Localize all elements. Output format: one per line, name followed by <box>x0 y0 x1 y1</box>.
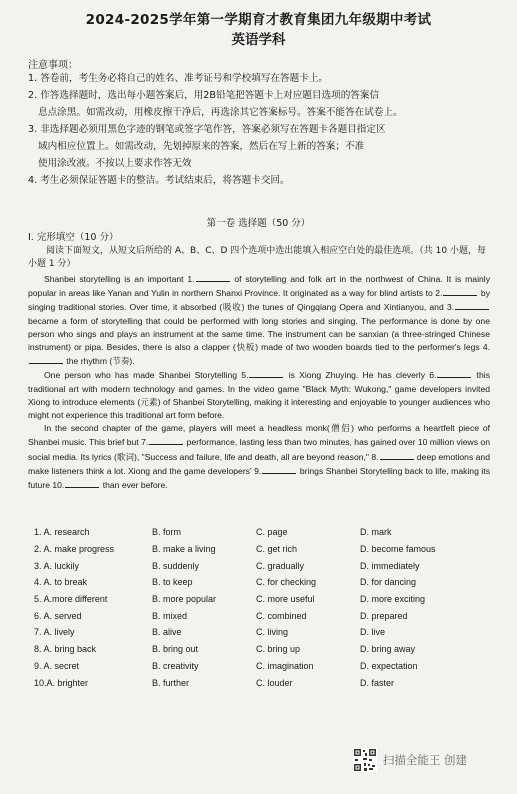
option-a: 5. A.more different <box>34 594 108 605</box>
option-d: D. bring away <box>360 644 416 655</box>
passage-text: deep emotions and make listeners think a lot. Xiong and the game developers' 9. <box>28 451 490 476</box>
option-row <box>34 658 494 675</box>
paragraph-2 <box>28 368 490 422</box>
instruction-text: 阅读下面短文，从短文后所给的 A、B、C、D 四个选项中选出能填入相应空白处的最佳选项。（共 10 小题，每小题 1 分） <box>28 246 486 269</box>
blank-2 <box>443 286 477 296</box>
option-a: 7. A. lively <box>34 627 75 638</box>
option-a: 4. A. to break <box>34 577 88 588</box>
watermark-text: 扫描全能王 创建 <box>382 753 467 767</box>
option-c: C. gradually <box>256 560 305 571</box>
blank-5 <box>249 368 283 378</box>
option-b: B. bring out <box>152 644 199 655</box>
note-line: 息点涂黑。如需改动，用橡皮擦干净后，再选涂其它答案标号。答案不能答在试卷上。 <box>38 107 403 118</box>
blank-3 <box>455 300 489 310</box>
option-c: C. bring up <box>256 644 301 655</box>
note-line: 4. 考生必须保证答题卡的整洁。考试结束后，将答题卡交回。 <box>28 175 290 186</box>
option-d: D. expectation <box>360 660 418 671</box>
option-a: 1. A. research <box>34 527 90 538</box>
qr-code-icon <box>353 748 377 772</box>
part-title: I. 完形填空（10 分） <box>28 232 119 243</box>
paragraph-1 <box>28 272 490 368</box>
option-b: B. more popular <box>152 594 217 605</box>
option-c: C. imagination <box>256 660 314 671</box>
note-item-2 <box>28 87 490 121</box>
blank-4 <box>29 354 63 364</box>
option-row <box>34 541 494 558</box>
option-d: D. prepared <box>360 610 408 621</box>
scanner-watermark <box>353 748 467 772</box>
blank-9 <box>262 464 296 474</box>
option-d: D. faster <box>360 677 395 688</box>
passage-text: than ever before. <box>100 480 168 491</box>
option-d: D. immediately <box>360 560 420 571</box>
option-d: D. live <box>360 627 386 638</box>
blank-7 <box>149 435 183 445</box>
note-line: 1. 答卷前，考生务必将自己的姓名、准考证号和学校填写在答题卡上。 <box>28 73 329 84</box>
option-b: B. creativity <box>152 660 199 671</box>
passage-text: brings Shanbei Storytelling back to life, making its future 10. <box>28 465 490 491</box>
option-b: B. make a living <box>152 544 216 555</box>
option-row <box>34 524 494 541</box>
blank-1 <box>196 272 230 282</box>
option-d: D. become famous <box>360 544 436 555</box>
blank-10 <box>65 478 99 488</box>
passage-text: One person who has made Shanbei Storytelling 5. <box>44 370 249 381</box>
option-c: C. louder <box>256 677 293 688</box>
option-b: B. alive <box>152 627 182 638</box>
option-b: B. further <box>152 677 190 688</box>
option-c: C. living <box>256 627 289 638</box>
option-b: B. mixed <box>152 610 188 621</box>
option-c: C. get rich <box>256 544 298 555</box>
cloze-passage <box>28 272 490 492</box>
subject-title: 英语学科 <box>231 32 286 48</box>
note-line: 使用涂改液。不按以上要求作答无效 <box>38 158 192 169</box>
option-row <box>34 574 494 591</box>
passage-text: the rhythm (节奏). <box>64 356 135 367</box>
option-row <box>34 591 494 608</box>
option-c: C. for checking <box>256 577 317 588</box>
passage-text: In the second chapter of the game, players will meet a headless monk(僧侣) who performs a heartfelt piece of Shanbei music. This brief but 7. <box>28 423 490 448</box>
section-heading: 第一卷 选择题（50 分） <box>206 218 311 229</box>
option-a: 6. A. served <box>34 610 82 621</box>
note-item-3 <box>28 121 490 172</box>
blank-6 <box>437 368 471 378</box>
option-row <box>34 674 494 691</box>
passage-text: is Xiong Zhuying. He has cleverly 6. <box>284 370 437 381</box>
passage-text: by singing traditional stories. Over time, it absorbed (吸收) the tunes of Qingqiang Opera and Xintianyou, and 3. <box>28 288 490 313</box>
note-line: 3. 非选择题必须用黑色字迹的钢笔或签字笔作答，答案必须写在答题卡各题目指定区 <box>28 124 386 135</box>
option-row <box>34 607 494 624</box>
notes-heading: 注意事项： <box>28 60 78 71</box>
note-item-4 <box>28 172 490 189</box>
option-b: B. to keep <box>152 577 193 588</box>
option-d: D. mark <box>360 527 392 538</box>
note-line: 2. 作答选择题时，选出每小题答案后，用2B铅笔把答题卡上对应题目选项的答案信 <box>28 90 380 101</box>
option-a: 2. A. make progress <box>34 544 115 555</box>
option-c: C. page <box>256 527 288 538</box>
option-c: C. more useful <box>256 594 315 605</box>
option-a: 10.A. brighter <box>34 677 89 688</box>
option-b: B. form <box>152 527 182 538</box>
passage-text: of storytelling and folk art in the northwest of China. It is mainly popular in areas like Yanan and Yulin in northern Shanxi Province. It originated as a way for blind artists to 2. <box>28 274 490 299</box>
option-a: 3. A. luckily <box>34 560 80 571</box>
option-row <box>34 641 494 658</box>
blank-8 <box>380 450 414 460</box>
paragraph-3 <box>28 422 490 492</box>
option-a: 8. A. bring back <box>34 644 97 655</box>
option-a: 9. A. secret <box>34 660 80 671</box>
options-list <box>34 524 494 691</box>
option-row <box>34 624 494 641</box>
passage-text: became a form of storytelling that could be performed with long stories and singing. The performance is done by one person who sings and plays an instrument at the same time. The instrument can be sanxian (a three-stringed Chinese instrument) or pipa. Besides, there is also a clapper (快板) made of two wooden boards tied to the performer's legs 4. <box>28 315 490 353</box>
option-b: B. suddenly <box>152 560 200 571</box>
exam-title: 2024-2025学年第一学期育才教育集团九年级期中考试 <box>85 12 432 28</box>
passage-text: Shanbei storytelling is an important 1. <box>44 274 195 284</box>
option-d: D. more exciting <box>360 594 426 605</box>
passage-text: performance, lasting less than two minutes, has gained over 10 million views on social media. Its lyrics (歌词), "Success and failure, life and death, all are beyond reason," 8. <box>28 437 490 462</box>
passage-text: this traditional art with modern technology and games. In the video game "Black Myth: Wukong," game developers invited Xiong to introduce elements (元素) of Shanbei Storytelling, making it interesting and enjoyable to younger audiences who might not experience this traditional art form before. <box>28 370 490 421</box>
note-item-1 <box>28 70 490 87</box>
option-c: C. combined <box>256 610 307 621</box>
option-d: D. for dancing <box>360 577 417 588</box>
option-row <box>34 557 494 574</box>
note-line: 域内相应位置上。如需改动，先划掉原来的答案，然后在写上新的答案；不准 <box>38 141 365 152</box>
